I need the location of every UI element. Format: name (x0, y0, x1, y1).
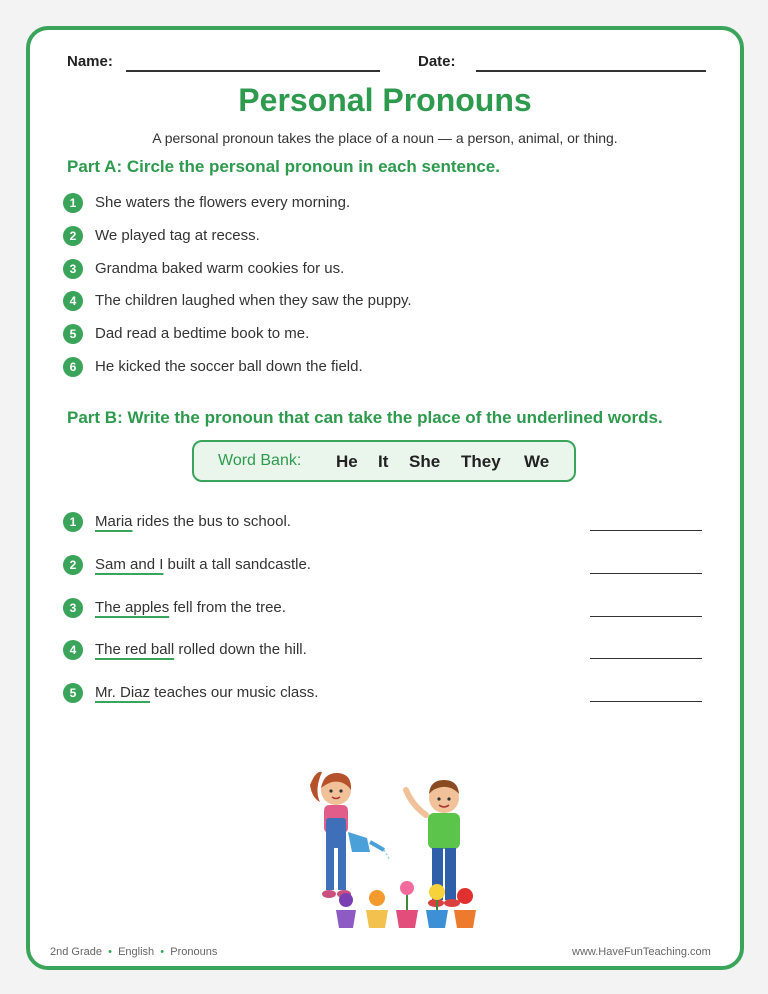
word-bank-word: He (336, 452, 358, 471)
sentence (95, 599, 286, 616)
underlined-words: Mr. Diaz (95, 684, 151, 701)
underlined-words: Sam and I (95, 556, 164, 573)
item-number: 3 (63, 598, 83, 618)
answer-line[interactable] (590, 530, 702, 531)
sentence (95, 684, 318, 701)
footer-website[interactable]: www.HaveFunTeaching.com (572, 946, 711, 958)
sentence (95, 556, 311, 573)
sentence[interactable]: Grandma baked warm cookies for us. (95, 260, 345, 277)
kids-garden-illustration (292, 760, 482, 930)
word-bank (192, 440, 576, 482)
item-number: 4 (63, 291, 83, 311)
item-number: 5 (63, 324, 83, 344)
word-bank-word: It (378, 452, 389, 471)
sentence[interactable]: Dad read a bedtime book to me. (95, 325, 310, 342)
word-bank-word: They (461, 452, 501, 471)
sentence (95, 641, 307, 658)
part-b-heading: Part B: Write the pronoun that can take the place of the underlined words. (67, 408, 663, 427)
sentence[interactable]: He kicked the soccer ball down the field. (95, 358, 363, 375)
sentence-rest: rolled down the hill. (174, 641, 307, 658)
footer-topic: Pronouns (170, 946, 218, 958)
footer-grade: 2nd Grade (50, 946, 102, 958)
footer-bullet: • (160, 946, 165, 958)
item-number: 1 (63, 193, 83, 213)
footer-bullet: • (108, 946, 112, 958)
answer-line[interactable] (590, 616, 702, 617)
sentence[interactable]: We played tag at recess. (95, 227, 260, 244)
date-field[interactable] (476, 70, 706, 72)
answer-line[interactable] (590, 658, 702, 659)
item-number: 6 (63, 357, 83, 377)
page-subtitle: A personal pronoun takes the place of a noun — a person, animal, or thing. (152, 130, 618, 146)
sentence-rest: rides the bus to school. (132, 513, 291, 530)
word-bank-label: Word Bank: (218, 452, 302, 469)
sentence (95, 513, 291, 530)
sentence-rest: built a tall sandcastle. (163, 556, 311, 573)
worksheet-page (26, 26, 744, 970)
word-bank-word: She (409, 452, 441, 471)
footer-info (50, 946, 217, 958)
item-number: 2 (63, 555, 83, 575)
word-bank-word: We (524, 452, 550, 471)
girl-figure (310, 772, 390, 898)
sentence-rest: teaches our music class. (150, 684, 319, 701)
name-field[interactable] (126, 70, 380, 72)
item-number: 3 (63, 259, 83, 279)
underlined-words: Maria (95, 513, 133, 530)
page-title: Personal Pronouns (238, 82, 532, 118)
sentence[interactable]: The children laughed when they saw the puppy. (95, 292, 412, 309)
underlined-words: The apples (95, 599, 170, 616)
item-number: 1 (63, 512, 83, 532)
sentence-rest: fell from the tree. (169, 599, 286, 616)
item-number: 2 (63, 226, 83, 246)
sentence[interactable]: She waters the flowers every morning. (95, 194, 351, 211)
item-number: 4 (63, 640, 83, 660)
underlined-words: The red ball (95, 641, 175, 658)
item-number: 5 (63, 683, 83, 703)
footer-subject: English (118, 946, 155, 958)
name-label: Name: (67, 53, 113, 70)
date-label: Date: (418, 53, 456, 70)
answer-line[interactable] (590, 701, 702, 702)
answer-line[interactable] (590, 573, 702, 574)
part-a-heading: Part A: Circle the personal pronoun in each sentence. (67, 157, 500, 176)
